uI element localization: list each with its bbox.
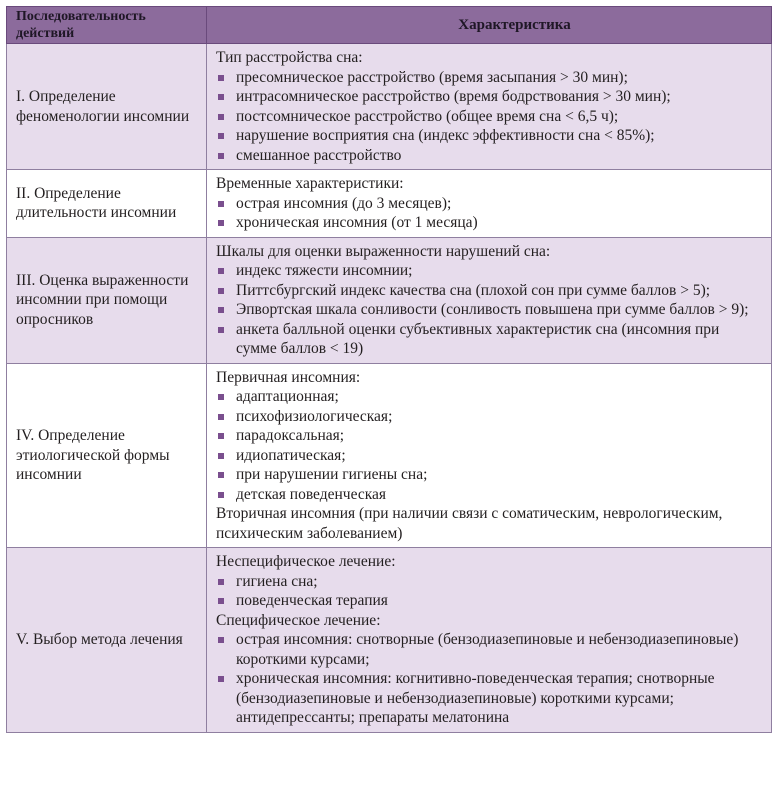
- square-bullet-icon: [218, 327, 224, 333]
- list-item-text: гигиена сна;: [236, 572, 318, 590]
- header-characteristics: Характеристика: [207, 7, 772, 44]
- table-row: [7, 170, 772, 238]
- table-row: [7, 363, 772, 548]
- list-item: [216, 320, 762, 359]
- list-item-text: острая инсомния (до 3 месяцев);: [236, 194, 452, 212]
- list-item: [216, 407, 762, 427]
- bullet-list: [216, 261, 762, 359]
- list-item: [216, 669, 762, 728]
- list-item: [216, 485, 762, 505]
- square-bullet-icon: [218, 288, 224, 294]
- list-item: [216, 572, 762, 592]
- list-item: [216, 68, 762, 88]
- square-bullet-icon: [218, 598, 224, 604]
- square-bullet-icon: [218, 637, 224, 643]
- list-item: [216, 446, 762, 466]
- square-bullet-icon: [218, 201, 224, 207]
- square-bullet-icon: [218, 133, 224, 139]
- section-heading: Шкалы для оценки выраженности нарушений сна:: [216, 242, 551, 260]
- list-item-text: интрасомническое расстройство (время бодрствования > 30 мин);: [236, 88, 671, 105]
- list-item-text: острая инсомния: снотворные (бензодиазепиновые и небензодиазепиновые) короткими курсами;: [236, 631, 739, 668]
- table-row: [7, 237, 772, 363]
- section-heading: Первичная инсомния:: [216, 368, 361, 386]
- characteristic-cell: [207, 44, 772, 170]
- step-cell: IV. Определение этиологической формы инсомнии: [7, 363, 207, 548]
- list-item-text: идиопатическая;: [236, 446, 346, 464]
- step-cell: I. Определение феноменологии инсомнии: [7, 44, 207, 170]
- list-item-text: нарушение восприятия сна (индекс эффективности сна < 85%);: [236, 127, 655, 144]
- list-item-text: анкета балльной оценки субъективных характеристик сна (инсомния при сумме баллов < 19): [236, 320, 720, 357]
- list-item: [216, 107, 762, 127]
- list-item-text: Питтсбургский индекс качества сна (плохой сон при сумме баллов > 5);: [236, 281, 711, 299]
- bullet-list: [216, 194, 762, 233]
- characteristic-cell: [207, 237, 772, 363]
- step-cell: III. Оценка выраженности инсомнии при помощи опросников: [7, 237, 207, 363]
- characteristic-cell: [207, 548, 772, 733]
- list-item-text: адаптационная;: [236, 388, 339, 405]
- list-item-text: постсомническое расстройство (общее время сна < 6,5 ч);: [236, 107, 619, 125]
- list-item-text: хроническая инсомния (от 1 месяца): [236, 214, 478, 231]
- list-item: [216, 213, 762, 233]
- section-heading: Неспецифическое лечение:: [216, 553, 396, 570]
- characteristic-cell: [207, 363, 772, 548]
- list-item-text: детская поведенческая: [236, 485, 387, 503]
- section-heading: Тип расстройства сна:: [216, 49, 363, 66]
- list-item: [216, 591, 762, 611]
- square-bullet-icon: [218, 114, 224, 120]
- square-bullet-icon: [218, 220, 224, 226]
- square-bullet-icon: [218, 414, 224, 420]
- table-row: [7, 548, 772, 733]
- section-heading: Временные характеристики:: [216, 175, 404, 192]
- step-cell: II. Определение длительности инсомнии: [7, 170, 207, 238]
- list-item: [216, 387, 762, 407]
- insomnia-table: [6, 6, 772, 733]
- square-bullet-icon: [218, 579, 224, 585]
- square-bullet-icon: [218, 268, 224, 274]
- bullet-list: [216, 68, 762, 166]
- list-item: [216, 300, 762, 320]
- square-bullet-icon: [218, 492, 224, 498]
- list-item: [216, 630, 762, 669]
- header-row: [7, 7, 772, 44]
- list-item-text: поведенческая терапия: [236, 592, 388, 609]
- square-bullet-icon: [218, 394, 224, 400]
- list-item: [216, 146, 762, 166]
- list-item-text: парадоксальная;: [236, 427, 345, 444]
- table-body: [7, 44, 772, 733]
- bullet-list: [216, 387, 762, 504]
- square-bullet-icon: [218, 433, 224, 439]
- list-item: [216, 426, 762, 446]
- list-item: [216, 126, 762, 146]
- list-item: [216, 465, 762, 485]
- square-bullet-icon: [218, 472, 224, 478]
- step-cell: V. Выбор метода лечения: [7, 548, 207, 733]
- square-bullet-icon: [218, 94, 224, 100]
- bullet-list: [216, 630, 762, 728]
- square-bullet-icon: [218, 307, 224, 313]
- list-item: [216, 194, 762, 214]
- list-item-text: хроническая инсомния: когнитивно-поведенческая терапия; снотворные (бензодиазепиновые и небензодиазепиновые) короткими курсами; антидепрессанты; препараты мелатонина: [236, 670, 715, 726]
- list-item-text: психофизиологическая;: [236, 407, 393, 425]
- list-item-text: смешанное расстройство: [236, 146, 402, 164]
- section-heading: Вторичная инсомния (при наличии связи с соматическим, неврологическим, психическим заболеванием): [216, 505, 723, 542]
- list-item-text: Эпвортская шкала сонливости (сонливость повышена при сумме баллов > 9);: [236, 301, 749, 318]
- list-item-text: индекс тяжести инсомнии;: [236, 262, 413, 279]
- list-item-text: пресомническое расстройство (время засыпания > 30 мин);: [236, 68, 628, 86]
- square-bullet-icon: [218, 453, 224, 459]
- bullet-list: [216, 572, 762, 611]
- characteristic-cell: [207, 170, 772, 238]
- list-item: [216, 281, 762, 301]
- list-item: [216, 261, 762, 281]
- section-heading: Специфическое лечение:: [216, 611, 381, 629]
- header-steps: Последовательность действий: [7, 7, 207, 44]
- square-bullet-icon: [218, 676, 224, 682]
- list-item: [216, 87, 762, 107]
- table-row: [7, 44, 772, 170]
- list-item-text: при нарушении гигиены сна;: [236, 466, 428, 483]
- square-bullet-icon: [218, 153, 224, 159]
- square-bullet-icon: [218, 75, 224, 81]
